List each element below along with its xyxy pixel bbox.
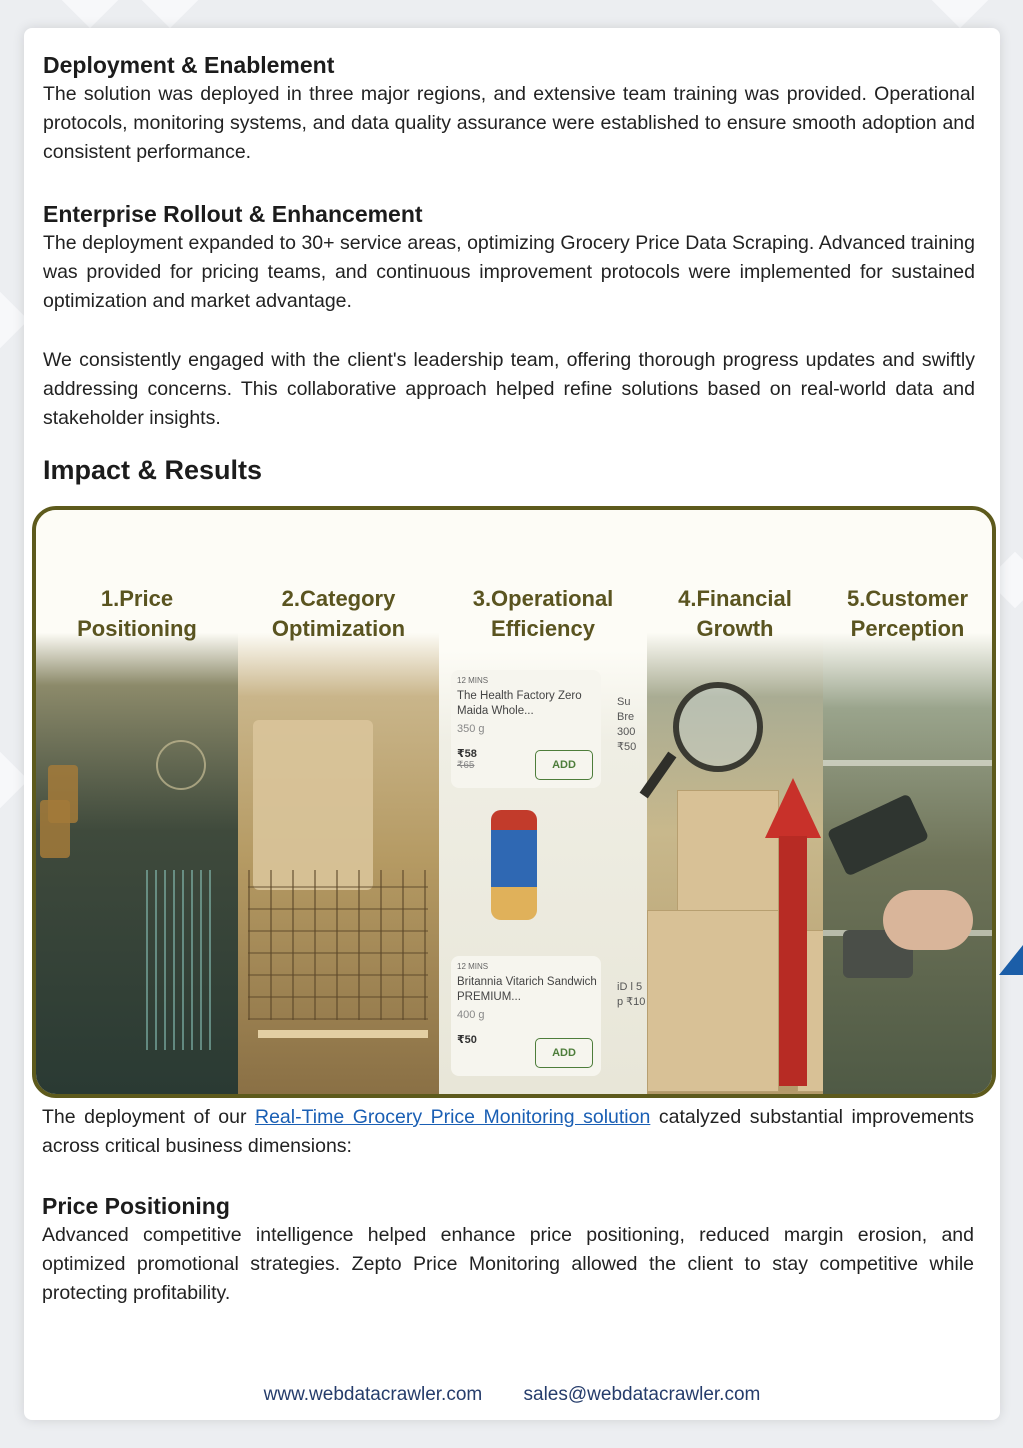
product-quantity: 350 g <box>457 723 485 735</box>
engagement-body: We consistently engaged with the client's leadership team, offering thorough progress updates and swiftly addressing concerns. This collaborative approach helped refine solutions based on real-world data and stakeholder insights. <box>43 349 975 429</box>
product-price: ₹50 <box>457 1034 477 1046</box>
bread-package-graphic <box>491 810 537 920</box>
panel-customer-perception <box>823 510 992 1094</box>
price-positioning-body: Advanced competitive intelligence helped enhance price positioning, reduced margin erosion, and optimized promotional strategies. Zepto Price Monitoring allowed the client to stay competitive while protecting profitability. <box>42 1224 974 1304</box>
shelf-graphic <box>823 760 992 766</box>
grocery-bag-graphic <box>253 720 373 890</box>
adjacent-product-fragment: Su Bre 300 ₹50 <box>617 696 637 753</box>
panel-title: 1.Price Positioning <box>77 586 197 641</box>
monitoring-solution-link[interactable]: Real-Time Grocery Price Monitoring solution <box>254 1106 651 1128</box>
panel-price-positioning <box>36 510 238 1094</box>
add-button: ADD <box>535 1038 593 1068</box>
panel-operational-efficiency <box>439 510 647 1094</box>
box-graphic <box>647 910 779 1092</box>
delivery-time: 12 MINS <box>457 962 489 971</box>
panel-title: 3.Operational Efficiency <box>472 586 614 641</box>
bg-diamond <box>142 0 199 28</box>
product-can-graphic <box>827 793 930 876</box>
deployment-section <box>43 50 975 167</box>
magnifier-icon <box>673 682 763 772</box>
impact-title: Impact & Results <box>43 455 263 485</box>
rollout-body: The deployment expanded to 30+ service areas, optimizing Grocery Price Data Scraping. Advanced training was provided for pricing teams, and continuous improvement protocols were implemented for sustained optimization and market advantage. <box>43 232 975 312</box>
document-page <box>24 28 1000 1420</box>
website-link[interactable]: www.webdatacrawler.com <box>263 1384 483 1405</box>
deployment-title: Deployment & Enablement <box>43 52 335 78</box>
panel-financial-growth <box>647 510 823 1094</box>
rollout-section <box>43 199 975 316</box>
product-quantity: 400 g <box>457 1009 485 1021</box>
price-positioning-title: Price Positioning <box>42 1193 230 1219</box>
footer <box>24 1384 1000 1406</box>
panel-category-optimization <box>238 510 439 1094</box>
growth-arrow-shaft <box>779 836 807 1086</box>
rollout-title: Enterprise Rollout & Enhancement <box>43 201 423 227</box>
product-card <box>451 956 601 1076</box>
bg-diamond <box>62 0 119 28</box>
product-old-price: ₹65 <box>457 760 475 771</box>
email-link[interactable]: sales@webdatacrawler.com <box>523 1384 761 1405</box>
panel-title: 5.Customer Perception <box>846 586 969 641</box>
impact-results-image <box>32 506 996 1098</box>
product-price: ₹58 <box>457 748 477 760</box>
product-name: Britannia Vitarich Sandwich PREMIUM... <box>457 976 597 1003</box>
delivery-time: 12 MINS <box>457 676 489 685</box>
impact-heading <box>43 453 975 487</box>
bg-diamond <box>932 0 989 28</box>
dollar-coin-icon <box>156 740 206 790</box>
cart-handle-graphic <box>258 1030 428 1038</box>
product-name: The Health Factory Zero Maida Whole... <box>457 690 582 717</box>
hand-graphic <box>883 890 973 950</box>
engagement-section <box>43 346 975 433</box>
box-graphic <box>677 790 779 912</box>
deployment-body: The solution was deployed in three major regions, and extensive team training was provided. Operational protocols, monitoring systems, and data quality assurance were established to ensure smooth adoption and consistent performance. <box>43 83 975 163</box>
price-positioning-section <box>42 1191 974 1308</box>
results-intro-section <box>42 1103 974 1161</box>
price-tag-icon <box>40 800 70 858</box>
adjacent-product-fragment: iD l 5 p ₹10 <box>617 981 646 1008</box>
add-button: ADD <box>535 750 593 780</box>
results-intro-body: The deployment of our Real-Time Grocery Price Monitoring solution catalyzed substantial improvements across critical business dimensions: <box>42 1106 974 1157</box>
panel-title: 2.Category Optimization <box>271 586 406 641</box>
product-card <box>451 670 601 788</box>
growth-arrow-icon <box>765 778 821 838</box>
blue-accent-shape <box>999 945 1023 975</box>
chart-glow-graphic <box>146 870 216 1050</box>
shopping-cart-graphic <box>248 870 428 1020</box>
panel-title: 4.Financial Growth <box>678 586 792 641</box>
